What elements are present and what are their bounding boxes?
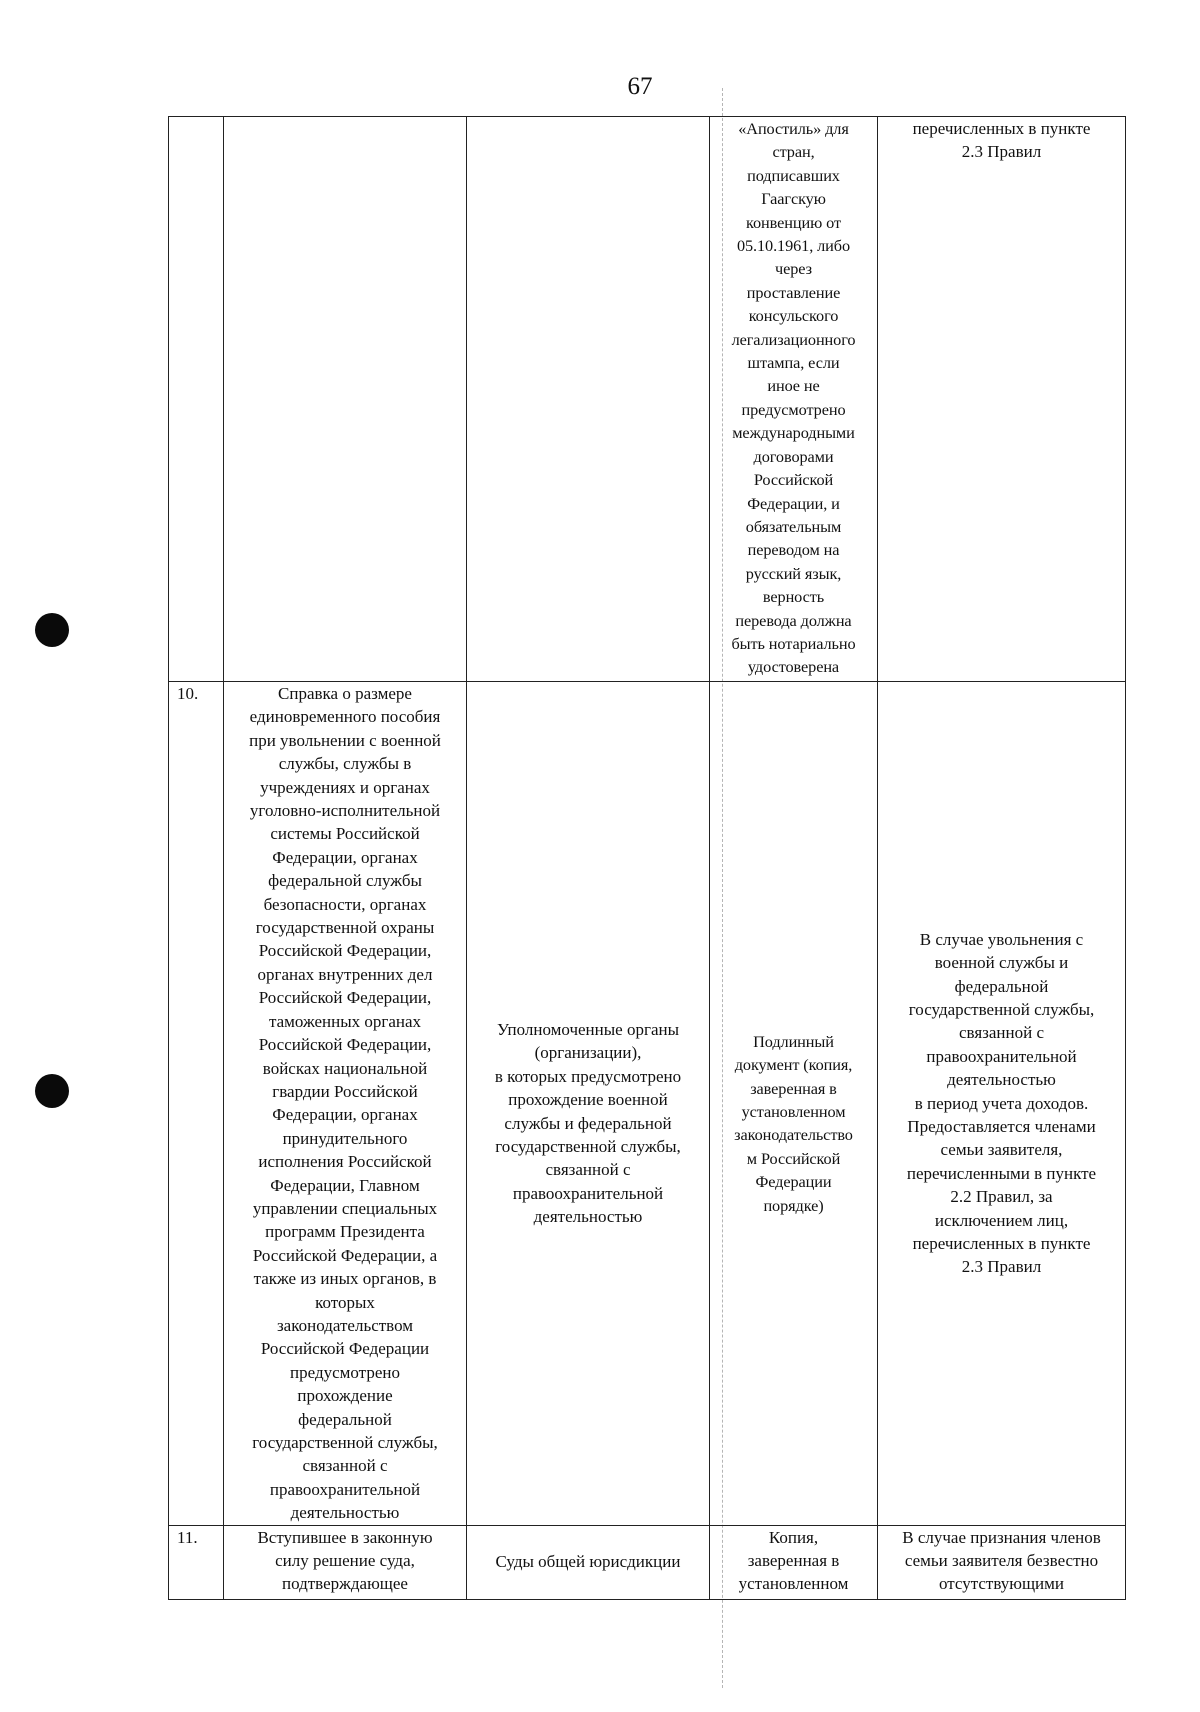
issuer: Суды общей юрисдикции xyxy=(495,1552,681,1572)
table-row xyxy=(169,117,1126,682)
note-cell xyxy=(878,117,1126,682)
document-name-cell xyxy=(224,682,467,1526)
document-form: Подлинный документ (копия, заверенная в установленном законодательство м Российской Федерации порядке) xyxy=(734,1031,853,1215)
document-form: Копия, заверенная в установленном xyxy=(738,1527,849,1594)
page-number: 67 xyxy=(627,73,653,100)
document-name-cell xyxy=(224,1525,467,1599)
row-number-cell xyxy=(169,682,224,1526)
documents-table xyxy=(168,116,1126,1600)
issuer-cell xyxy=(467,117,710,682)
document-form-cell xyxy=(710,1525,878,1599)
table-row xyxy=(169,1525,1126,1599)
document-form-cell xyxy=(710,682,878,1526)
punch-hole-mark xyxy=(35,613,69,647)
document-name: Справка о размере единовременного пособия при увольнении с военной службы, службы в учреждениях и органах уголовно-исполнительной системы Российской Федерации, органах федеральной службы безопасности, органах государственной охраны Российской Федерации, органах внутренних дел Российской Федерации, таможенных органах Российской Федерации, войсках национальной гвардии Российской Федерации, органах принудительного исполнения Российской Федерации, Главном управлении специальных программ Президента Российской Федерации, а также из иных органов, в которых законодательством Российской Федерации предусмотрено прохождение федеральной государственной службы, связанной с правоохранительной деятельностью xyxy=(249,684,441,1523)
row-number-cell xyxy=(169,117,224,682)
document-form-cell xyxy=(710,117,878,682)
document-name-cell xyxy=(224,117,467,682)
document-form: «Апостиль» для стран, подписавших Гаагскую конвенцию от 05.10.1961, либо через проставление консульского легализационного штампа, если иное не предусмотрено международными договорами Российской Федерации, и обязательным переводом на русский язык, верность перевода должна быть нотариально удостоверена xyxy=(731,119,856,677)
punch-hole-mark xyxy=(35,1074,69,1108)
note: перечисленных в пункте 2.3 Правил xyxy=(912,119,1091,162)
note: В случае увольнения с военной службы и федеральной государственной службы, связанной с правоохранительной деятельностью в период учета доходов. Предоставляется членами семьи заявителя, перечисленными в пункте 2.2 Правил, за исключением лиц, перечисленных в пункте 2.3 Правил xyxy=(906,929,1097,1277)
note: В случае признания членов семьи заявителя безвестно отсутствующими xyxy=(902,1527,1101,1594)
document-name: Вступившее в законную силу решение суда, подтверждающее xyxy=(257,1527,433,1594)
table-row xyxy=(169,682,1126,1526)
issuer-cell xyxy=(467,682,710,1526)
note-cell xyxy=(878,682,1126,1526)
issuer: Уполномоченные органы (организации), в которых предусмотрено прохождение военной службы и федеральной государственной службы, связанной с правоохранительной деятельностью xyxy=(494,1019,682,1227)
row-number: 11. xyxy=(177,1527,198,1547)
issuer-cell xyxy=(467,1525,710,1599)
row-number: 10. xyxy=(177,684,199,703)
row-number-cell xyxy=(169,1525,224,1599)
note-cell xyxy=(878,1525,1126,1599)
